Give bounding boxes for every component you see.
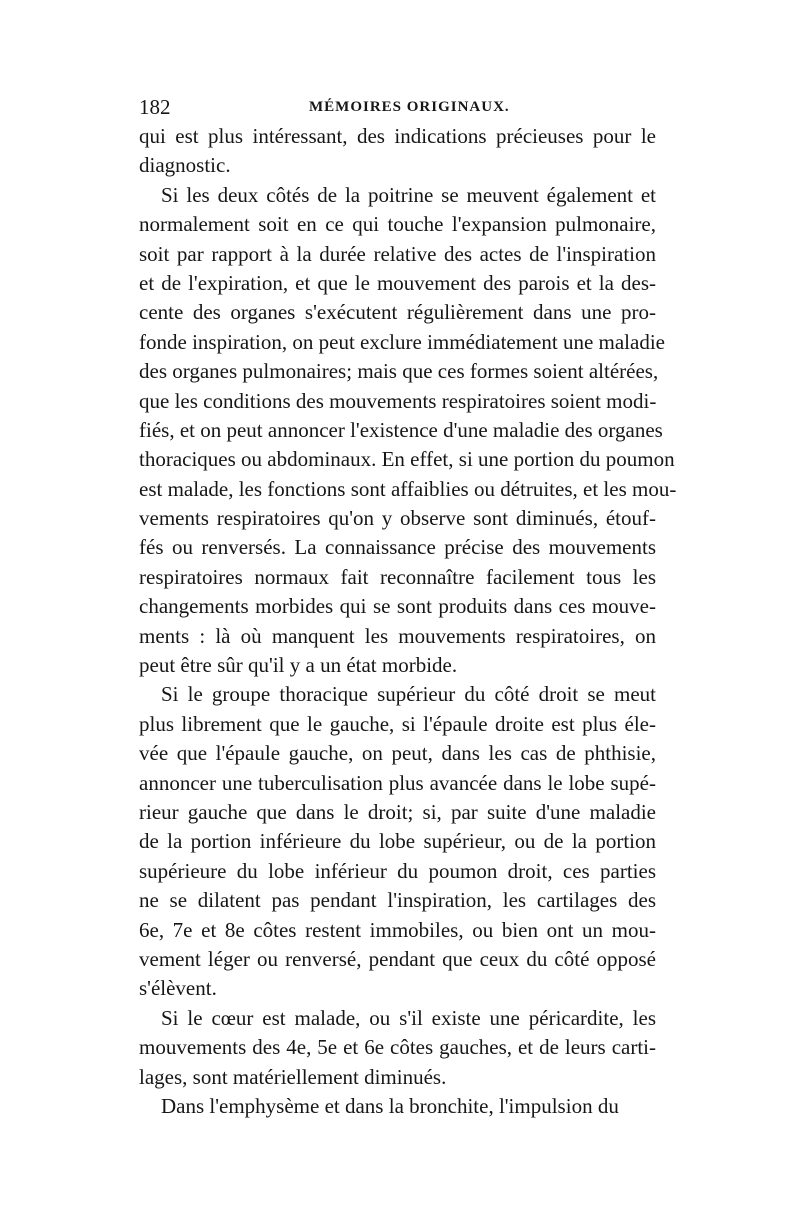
text-line: fonde inspiration, on peut exclure immédiatement une maladie — [139, 329, 665, 354]
text-line: peut être sûr qu'il y a un état morbide. — [139, 653, 458, 678]
text-line: diagnostic. — [139, 153, 231, 178]
text-line: changements morbides qui se sont produits dans ces mouve- — [139, 594, 656, 619]
running-head: MÉMOIRES ORIGINAUX. — [309, 99, 510, 115]
text-line: de la portion inférieure du lobe supérieur, ou de la portion — [139, 829, 656, 854]
text-line: fiés, et on peut annoncer l'existence d'une maladie des organes — [139, 417, 663, 442]
text-line: que les conditions des mouvements respiratoires soient modi- — [139, 388, 657, 413]
text-line: thoraciques ou abdominaux. En effet, si une portion du poumon — [139, 447, 675, 472]
text-line: supérieure du lobe inférieur du poumon droit, ces parties — [139, 858, 656, 883]
text-line: lages, sont matériellement diminués. — [139, 1064, 447, 1089]
text-line: des organes pulmonaires; mais que ces formes soient altérées, — [139, 359, 659, 384]
text-line: respiratoires normaux fait reconnaître facilement tous les — [139, 564, 656, 589]
text-line: plus librement que le gauche, si l'épaule droite est plus éle- — [139, 711, 656, 736]
paragraph — [139, 122, 656, 181]
text-line: fés ou renversés. La connaissance précise des mouvements — [139, 535, 656, 560]
text-line: qui est plus intéressant, des indications précieuses pour le — [139, 124, 656, 148]
text-line: mouvements des 4e, 5e et 6e côtes gauches, et de leurs carti- — [139, 1035, 656, 1060]
page-header — [139, 92, 656, 122]
text-line: Si le cœur est malade, ou s'il existe une péricardite, les — [161, 1005, 656, 1030]
text-line: normalement soit en ce qui touche l'expansion pulmonaire, — [139, 212, 656, 237]
page-number: 182 — [139, 95, 171, 119]
text-line: vement léger ou renversé, pendant que ceux du côté opposé — [139, 946, 656, 971]
body-text — [139, 122, 677, 1121]
paragraph — [139, 1004, 656, 1092]
paragraph — [139, 680, 656, 1003]
text-line: Si les deux côtés de la poitrine se meuvent également et — [161, 182, 656, 207]
text-line: ments : là où manquent les mouvements respiratoires, on — [139, 623, 656, 648]
text-line: cente des organes s'exécutent régulièrement dans une pro- — [139, 300, 656, 325]
text-line: Dans l'emphysème et dans la bronchite, l'impulsion du — [161, 1093, 619, 1118]
text-line: annoncer une tuberculisation plus avancée dans le lobe supé- — [139, 770, 656, 795]
text-line: soit par rapport à la durée relative des actes de l'inspiration — [139, 241, 656, 266]
text-line: 6e, 7e et 8e côtes restent immobiles, ou bien ont un mou- — [139, 917, 656, 942]
paragraph — [139, 181, 677, 681]
text-line: rieur gauche que dans le droit; si, par suite d'une maladie — [139, 799, 656, 824]
text-line: est malade, les fonctions sont affaiblies ou détruites, et les mou- — [139, 476, 677, 501]
text-line: vements respiratoires qu'on y observe sont diminués, étouf- — [139, 506, 656, 531]
text-line: s'élèvent. — [139, 976, 217, 1001]
paragraph — [139, 1092, 656, 1121]
text-line: et de l'expiration, et que le mouvement des parois et la des- — [139, 270, 656, 295]
text-line: Si le groupe thoracique supérieur du côté droit se meut — [161, 682, 656, 707]
text-line: vée que l'épaule gauche, on peut, dans les cas de phthisie, — [139, 741, 656, 766]
book-page — [139, 92, 677, 1121]
text-line: ne se dilatent pas pendant l'inspiration, les cartilages des — [139, 888, 656, 913]
